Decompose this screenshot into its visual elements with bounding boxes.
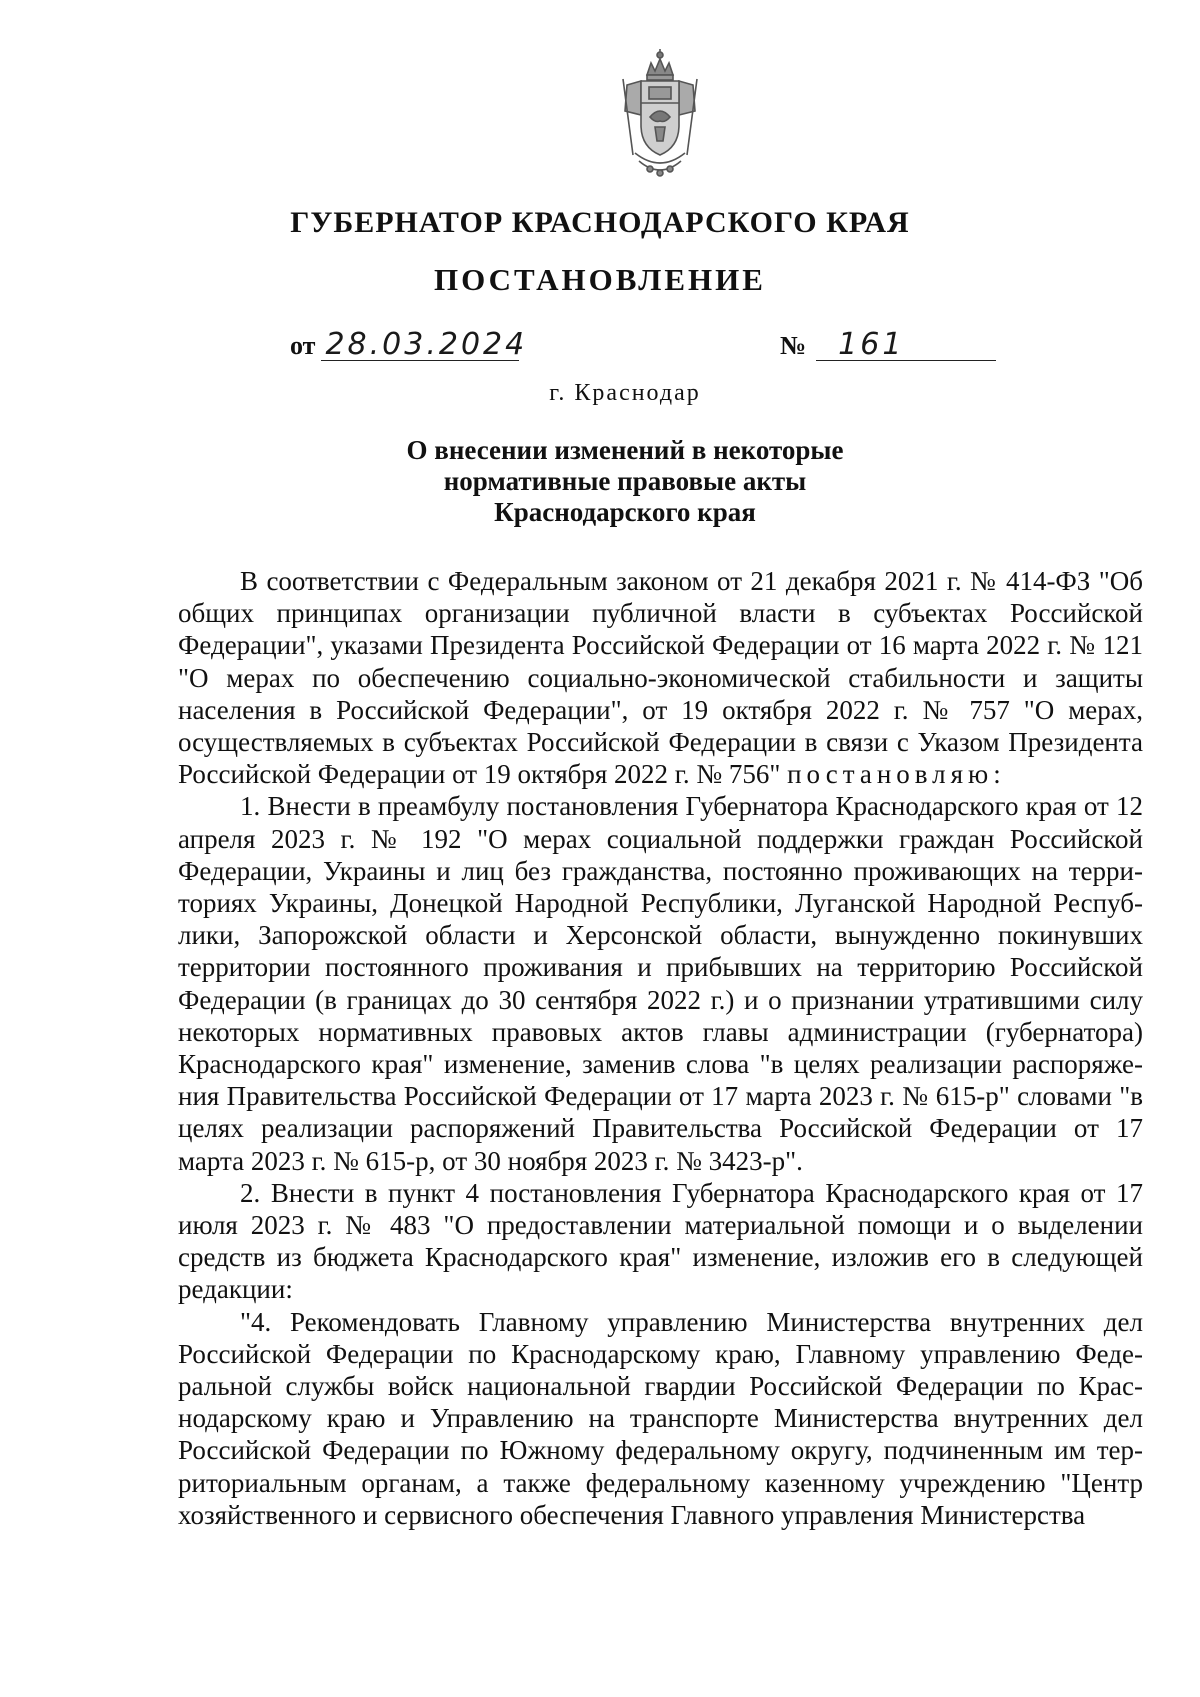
document-body (178, 565, 1143, 1531)
number-prefix: № (780, 331, 807, 360)
document-title (0, 435, 1200, 528)
number-field (780, 327, 996, 362)
title-line: О внесении изменений в некоторые (406, 435, 844, 465)
item-2-quote-paragraph: "4. Рекомендовать Главному управлению Министерства внутренних дел Российской Федерации по Краснодарскому краю, Главному управлению Федеральной службы войск национальной гвардии Российской Федерации по Краснодарскому краю и Управлению на транспорте Министерства внутренних дел Российской Федерации по Южному федеральному округу, подчиненным им территориальным органам, а также федеральному казенному учреждению "Центр хозяйственного и сервисного обеспечения Главного управления Министерства (178, 1306, 1143, 1530)
date-field (290, 327, 528, 362)
preamble-text: В соответствии с Федеральным законом от 21 декабря 2021 г. № 414-ФЗ "Об общих принципах организации публичной власти в субъектах Российской Федерации", указами Президента Российской Федерации от 16 марта 2022 г. № 121 "О мерах по обеспечению социально-экономической стабильности и защиты населения в Российской Федерации", от 19 октября 2022 г. № 757 "О мерах, осуществляемых в субъектах Российской Федерации в связи с Указом Президента Российской Федерации от 19 октября 2022 г. № 756" (178, 566, 1143, 790)
document-type-heading: ПОСТАНОВЛЕНИЕ (434, 262, 766, 297)
city-label: г. Краснодар (549, 380, 701, 406)
resolve-word: постановляю: (787, 759, 1006, 790)
krasnodar-coat-of-arms-icon (605, 45, 715, 185)
title-line: Краснодарского края (494, 497, 756, 527)
preamble-paragraph (178, 565, 1143, 790)
date-value: 28.03.2024 (321, 330, 519, 361)
number-value: 161 (816, 330, 996, 361)
item-1-paragraph: 1. Внести в преамбулу постановления Губернатора Краснодарского края от 12 апреля 2023 г. № 192 "О мерах социальной поддержки граждан Российской Федерации, Украины и лиц без гражданства, постоянно проживающих на территориях Украины, Донецкой Народной Республики, Луганской Народной Республики, Запорожской области и Херсонской области, вынужденно покинувших территории постоянного проживания и прибывших на территорию Российской Федерации (в границах до 30 сентября 2022 г.) и о признании утратившими силу некоторых нормативных правовых актов главы администрации (губернатора) Краснодарского края" изменение, заменив слова "в целях реализации распоряжения Правительства Российской Федерации от 17 марта 2023 г. № 615-р" словами "в целях реализации распоряжений Правительства Российской Федерации от 17 марта 2023 г. № 615-р, от 30 ноября 2023 г. № 3423-р". (178, 791, 1143, 1176)
issuer-heading: ГУБЕРНАТОР КРАСНОДАРСКОГО КРАЯ (290, 206, 910, 239)
date-prefix: от (290, 331, 316, 360)
item-2-paragraph: 2. Внести в пункт 4 постановления Губернатора Краснодарского края от 17 июля 2023 г. № 483 "О предоставлении материальной помощи и о выделении средств из бюджета Краснодарского края" изменение, изложив его в следующей редакции: (178, 1177, 1143, 1305)
title-line: нормативные правовые акты (443, 466, 807, 496)
